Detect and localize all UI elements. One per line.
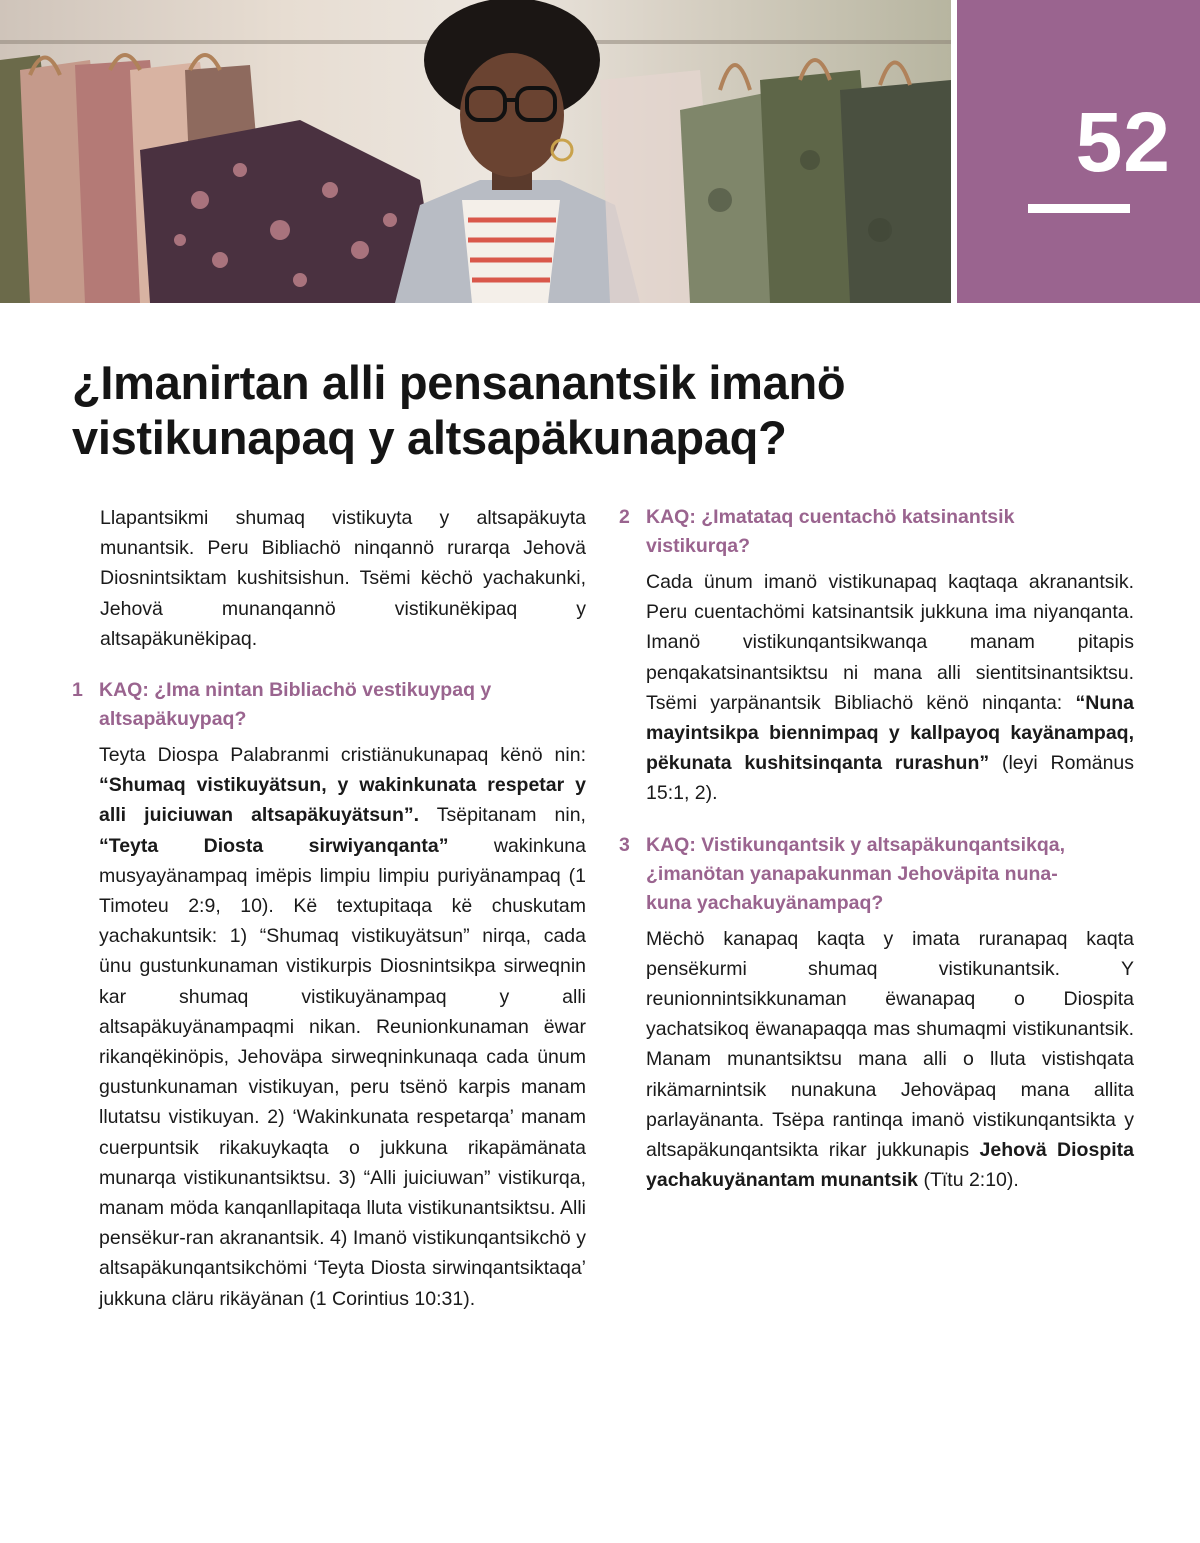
section-2 [619,503,1134,809]
body-text: wakinkuna musyayänampaq imëpis limpiu limpiu puriyänampaq (1 Timoteu 2:9, 10). Kë textupitaqa kë chuskutam yachakuntsik: 1) “Shumaq vistikuyätsun” nirqa, cada ünu gustunkunaman vistikurpis Diosnintsikpa sirweqnin kar shumaq vistikuyänampaq y alli altsapäkuyänampaqmi nikan. Reunionkunaman ëwar rikanqëkinöpis, Jehoväpa sirweqninkunaqa cada ünum gustunkunaman vistikuyan, peru tsënö karpis manam llutatsu vistikuyan. 2) ‘Wakinkunata respetarqa’ manam cuerpuntsik rikakuykaqta o jukkuna rikapämänata munarqa vistikunantsiktsu. 3) “Alli juiciuwan” vistikurqa, manam möda kanqanllapitaqa lluta vistikunantsiktsu. Alli pensëkur-ran akranantsik. 4) Imanö vistikunqantsikchö y altsapäkunqantsikchömi ‘Teyta Diosta sirwinqantsiktaqa’ jukkuna cläru rikäyänan (1 Corintius 10:31). [99,834,586,1310]
section-number: 3 [619,833,630,856]
clothing-store-illustration [0,0,951,303]
bold-quote: “Nuna mayintsikpa biennimpaq y kallpayoq kayänampaq, pëkunata kushitsinqanta rurashun” [646,691,1134,775]
question-line: KAQ: ¿Imatataq cuentachö katsinantsik [646,506,1015,528]
section-body [72,740,586,1314]
left-column [72,503,586,1314]
body-text: (Tïtu 2:10). [918,1169,1019,1192]
question-line: KAQ: ¿Ima nintan Bibliachö vestikuypaq y [99,679,492,702]
title-line-1: ¿Imanirtan alli pensanantsik imanö [72,356,846,409]
body-text: Tsëpitanam nin, [419,804,586,827]
section-question [619,831,1134,918]
question-line: altsapäkuypaq? [99,708,247,731]
right-column [619,503,1134,1195]
bold-phrase: Jehovä Diospita yachakuyänantam munantsik [646,1139,1134,1192]
body-text: Cada ünum imanö vistikunapaq kaqtaqa akranantsik. Peru cuentachömi katsinantsik jukkuna ima niyanqanta. Imanö vistikunqantsikwanqa manam pitapis penqakatsinantsiktsu ni mana alli sientitsinantsiktsu. Tsëmi yarpänantsik Bibliachö kënö ninqanta: [646,571,1134,714]
body-text: (leyi Romänus 15:1, 2). [646,752,1135,805]
section-question [72,676,586,734]
section-body [619,567,1134,809]
badge-underline [1028,204,1130,213]
question-line: vistikurqa? [646,535,751,557]
bold-quote: “Teyta Diosta sirwiyanqanta” [99,834,449,857]
page-title [72,355,1142,465]
question-line: kuna yachakuyänampaq? [646,891,884,914]
lesson-number: 52 [1075,95,1171,189]
section-number: 2 [619,506,630,528]
title-line-2: vistikunapaq y altsapäkunapaq? [72,411,787,464]
section-number: 1 [72,679,83,702]
section-3 [619,831,1134,1196]
body-text: Teyta Diospa Palabranmi cristiänukunapaq kënö nin: [99,744,586,767]
question-line: KAQ: Vistikunqantsik y altsapäkunqantsikqa, [646,833,1066,856]
lesson-number-badge [957,0,1200,303]
section-1 [72,676,586,1314]
section-body [619,924,1134,1196]
header-photo [0,0,951,303]
bold-quote: “Shumaq vistikuyätsun, y wakinkunata respetar y alli juiciuwan altsapäkuyätsun”. [99,774,586,827]
body-text: Mëchö kanapaq kaqta y imata ruranapaq kaqta pensëkurmi shumaq vistikunantsik. Y reunionnintsikkunaman ëwanapaq o Diospita yachatsikoq ëwanapaqqa mas shumaqmi vistikunantsik. Manam munantsiktsu mana alli o lluta vistishqata rikämarnintsik nunakuna Jehoväpaq mana allita parlayänanta. Tsëpa rantinqa imanö vistikunqantsikta y altsapäkunqantsikta rikar jukkunapis [646,927,1134,1162]
section-question [619,503,1134,561]
question-line: ¿imanötan yanapakunman Jehoväpita nuna- [646,862,1058,885]
intro-paragraph: Llapantsikmi shumaq vistikuyta y altsapäkuyta munantsik. Peru Bibliachö ninqannö rurarqa Jehovä Diosnintsiktam kushitsishun. Tsëmi këchö yachakunki, Jehovä munanqannö vistikunëkipaq y altsapäkunëkipaq. [100,507,586,650]
